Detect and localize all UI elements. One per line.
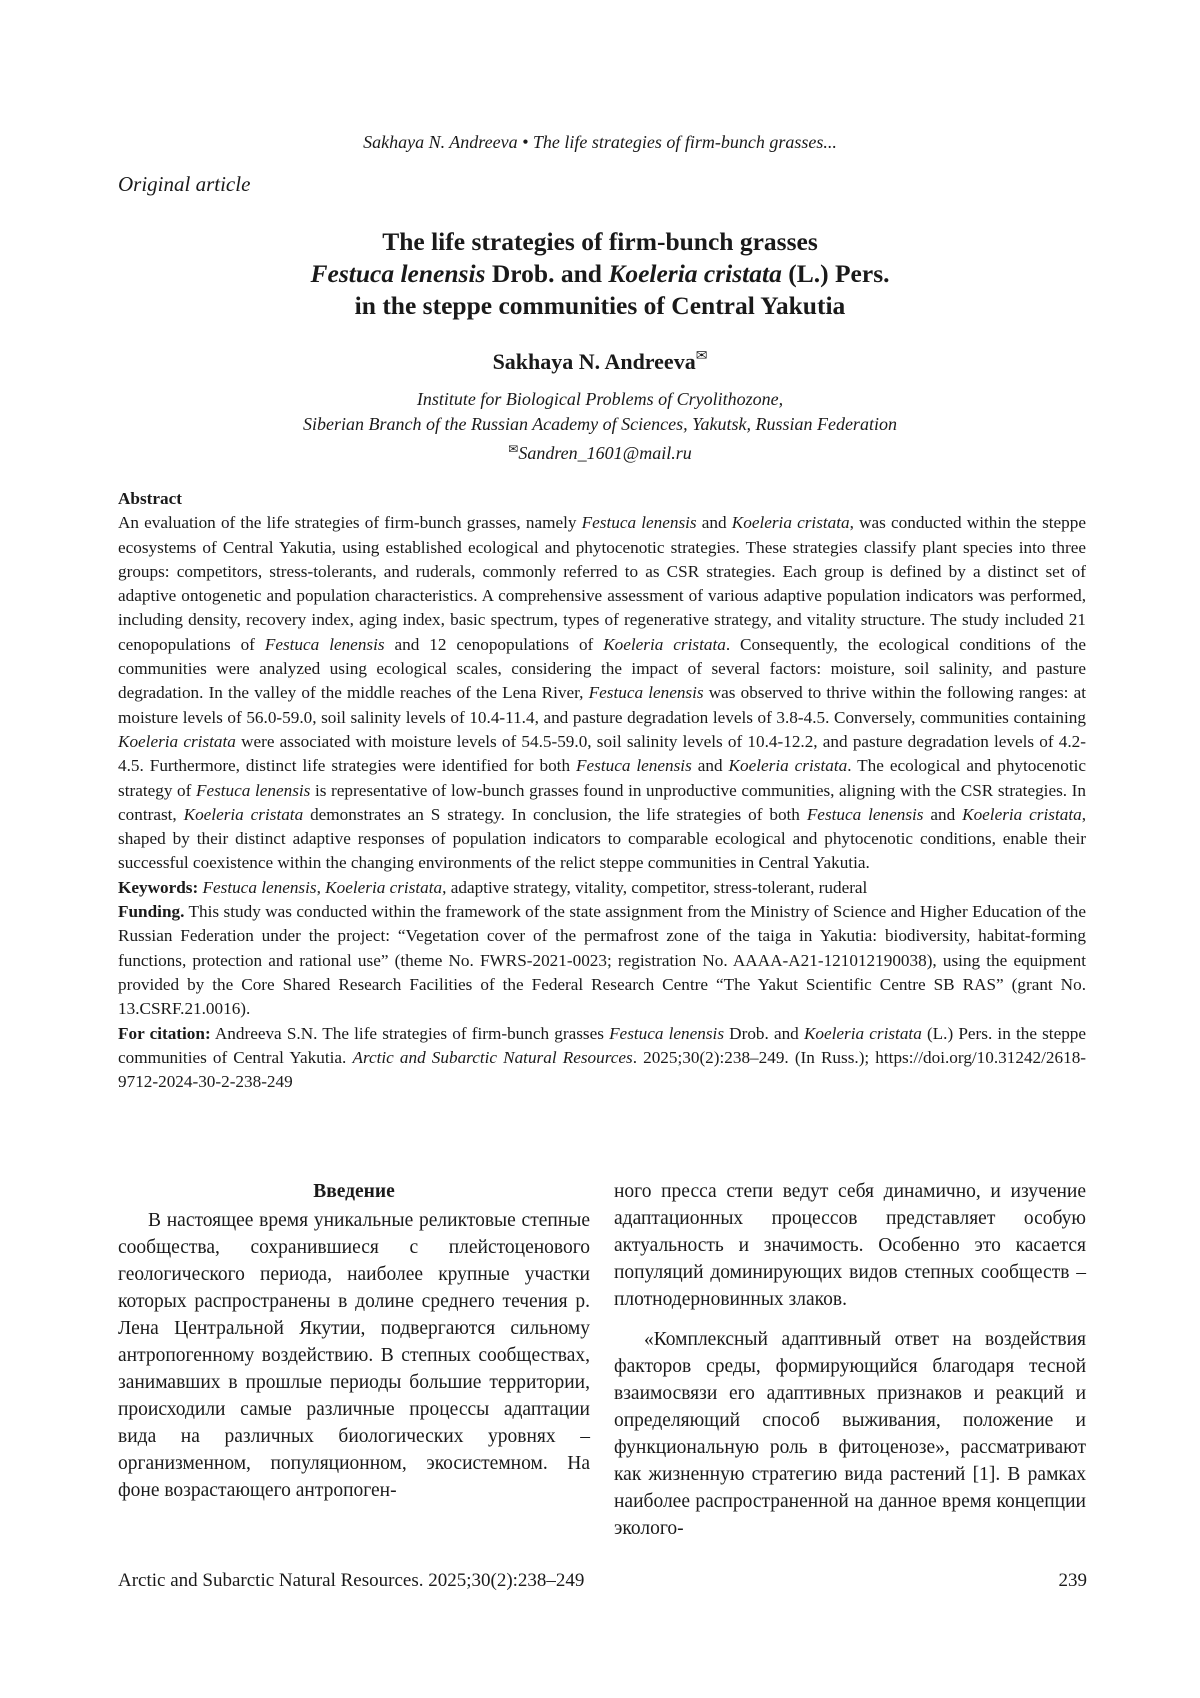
species-name: Koeleria cristata	[731, 513, 850, 533]
abstract-heading: Abstract	[118, 489, 182, 508]
author-line	[0, 343, 1200, 375]
body-paragraph: ного пресса степи ведут себя динамично, и изучение адаптационных процессов представляет особую актуальность и значимость. Особенно это касается популяций доминирующих видов степных сообществ – плотнодерновинных злаков.	[614, 1181, 1086, 1310]
species-name: Festuca lenensis	[576, 756, 692, 776]
species-name: Koeleria cristata	[803, 1023, 922, 1043]
funding-label: Funding.	[118, 902, 185, 922]
page-number: 239	[1058, 1570, 1087, 1591]
journal-name: Arctic and Subarctic Natural Resources	[352, 1047, 633, 1067]
citation-label: For citation:	[118, 1023, 211, 1043]
title-line-1: The life strategies of firm-bunch grasses	[382, 227, 818, 256]
author-name: Sakhaya N. Andreeva	[492, 349, 696, 374]
funding: Funding. This study was conducted within the framework of the state assignment from the Ministry of Science and Higher Education of the Russian Federation under the project: “Vegetation cover of the permafrost zone of the taiga in Yakutia: biodiversity, habitat-forming functions, protection and rational use” (theme No. FWRS-2021-0023; registration No. AAAA-A21-121012190038), using the equipment provided by the Core Shared Research Facilities of the Federal Research Centre “The Yakut Scientific Centre SB RAS” (grant No. 13.CSRF.21.0016).	[118, 902, 1086, 1019]
article-title	[0, 226, 1200, 322]
species-name: Koeleria cristata	[118, 731, 236, 751]
species-name: Koeleria cristata	[183, 804, 304, 824]
envelope-icon: ✉	[695, 349, 708, 364]
species-name: Koeleria cristata	[608, 259, 782, 288]
title-line-2: Festuca lenensis Drob. and Koeleria cristata (L.) Pers.	[310, 259, 890, 288]
body-column-right	[614, 1178, 1086, 1542]
species-name: Festuca lenensis	[264, 634, 385, 654]
abstract-text: An evaluation of the life strategies of firm-bunch grasses, namely Festuca lenensis and Koeleria cristata, was conducted within the steppe ecosystems of Central Yakutia, using established ecological and phytocenotic strategies. These strategies classify plant species into three groups: competitors, stress-tolerants, and ruderals, commonly referred to as CSR strategies. Each group is defined by a distinct set of adaptive ontogenetic and population characteristics. A comprehensive assessment of various adaptive population indicators was performed, including density, recovery index, aging index, basic spectrum, types of regenerative strategy, and vitality structure. The study included 21 cenopopulations of Festuca lenensis and 12 cenopopulations of Koeleria cristata. Consequently, the ecological conditions of the communities were analyzed using ecological scales, considering the impact of several factors: moisture, soil salinity, and pasture degradation. In the valley of the middle reaches of the Lena River, Festuca lenensis was observed to thrive within the following ranges: at moisture levels of 56.0-59.0, soil salinity levels of 10.4-11.4, and pasture degradation levels of 3.8-4.5. Conversely, communities containing Koeleria cristata were associated with moisture levels of 54.5-59.0, soil salinity levels of 10.4-12.2, and pasture degradation levels of 4.2-4.5. Furthermore, distinct life strategies were identified for both Festuca lenensis and Koeleria cristata. The ecological and phytocenotic strategy of Festuca lenensis is representative of low-bunch grasses found in unproductive communities, aligning with the CSR strategies. In contrast, Koeleria cristata demonstrates an S strategy. In conclusion, the life strategies of both Festuca lenensis and Koeleria cristata, shaped by their distinct adaptive responses of population indicators to comparable ecological and phytocenotic conditions, enable their successful coexistence within the changing environments of the relict steppe communities in Central Yakutia.	[118, 513, 1087, 873]
species-name: Koeleria cristata	[728, 756, 848, 776]
keywords-label: Keywords:	[118, 877, 199, 897]
species-name: Festuca lenensis	[581, 513, 697, 533]
doi-link[interactable]: . 2025;30(2):238–249. (In Russ.); https://doi.org/10.31242/2618-9712-2024-30-2-238-249	[118, 1047, 1087, 1092]
article-type: Original article	[118, 172, 251, 196]
species-name: Festuca lenensis	[202, 877, 317, 897]
body-paragraph: В настоящее время уникальные реликтовые степные сообщества, сохранившиеся с плейстоценового геологического периода, наиболее крупные участки которых распространены в долине среднего течения р. Лена Центральной Якутии, подвергаются сильному антропогенному воздействию. В степных сообществах, занимавших в прошлые периоды большие территории, происходили самые различные процессы адаптации вида на различных биологических уровнях – организменном, популяционном, экосистемном. На фоне возрастающего антропоген-	[118, 1210, 590, 1501]
species-name: Koeleria cristata	[962, 804, 1082, 824]
title-line-3: in the steppe communities of Central Yakutia	[354, 291, 846, 320]
section-heading-introduction: Введение	[313, 1181, 395, 1202]
body-paragraph: «Комплексный адаптивный ответ на воздействия факторов среды, формирующийся благодаря тесной взаимосвязи его адаптивных признаков и реакций и определяющий способ выживания, положение и функциональную роль в фитоценозе», рассматривают как жизненную стратегию вида растений [1]. В рамках наиболее распространенной на данное время концепции эколого-	[614, 1329, 1086, 1539]
abstract-block	[118, 487, 1086, 1094]
affiliation-line-2: Siberian Branch of the Russian Academy of Sciences, Yakutsk, Russian Federation	[303, 414, 897, 434]
species-name: Festuca lenensis	[195, 780, 311, 800]
email-link[interactable]: Sandren_1601@mail.ru	[518, 443, 692, 463]
body-column-left	[118, 1178, 590, 1504]
species-name: Festuca lenensis	[609, 1023, 725, 1043]
author-email	[0, 437, 1200, 466]
running-head: Sakhaya N. Andreeva • The life strategies of firm-bunch grasses...	[363, 132, 837, 152]
citation: For citation: Andreeva S.N. The life strategies of firm-bunch grasses Festuca lenensis Drob. and Koeleria cristata (L.) Pers. in the steppe communities of Central Yakutia. Arctic and Subarctic Natural Resources. 2025;30(2):238–249. (In Russ.); https://doi.org/10.31242/2618-9712-2024-30-2-238-249	[118, 1023, 1087, 1092]
affiliation	[0, 387, 1200, 466]
keywords: Keywords: Festuca lenensis, Koeleria cristata, adaptive strategy, vitality, competitor, stress-tolerant, ruderal	[118, 877, 868, 897]
species-name: Festuca lenensis	[310, 259, 486, 288]
species-name: Koeleria cristata	[325, 877, 443, 897]
species-name: Festuca lenensis	[806, 804, 924, 824]
footer-journal: Arctic and Subarctic Natural Resources. 2025;30(2):238–249	[118, 1570, 585, 1591]
species-name: Festuca lenensis	[588, 683, 704, 703]
envelope-icon: ✉	[508, 442, 519, 456]
species-name: Koeleria cristata	[603, 634, 726, 654]
affiliation-line-1: Institute for Biological Problems of Cryolithozone,	[416, 389, 784, 409]
